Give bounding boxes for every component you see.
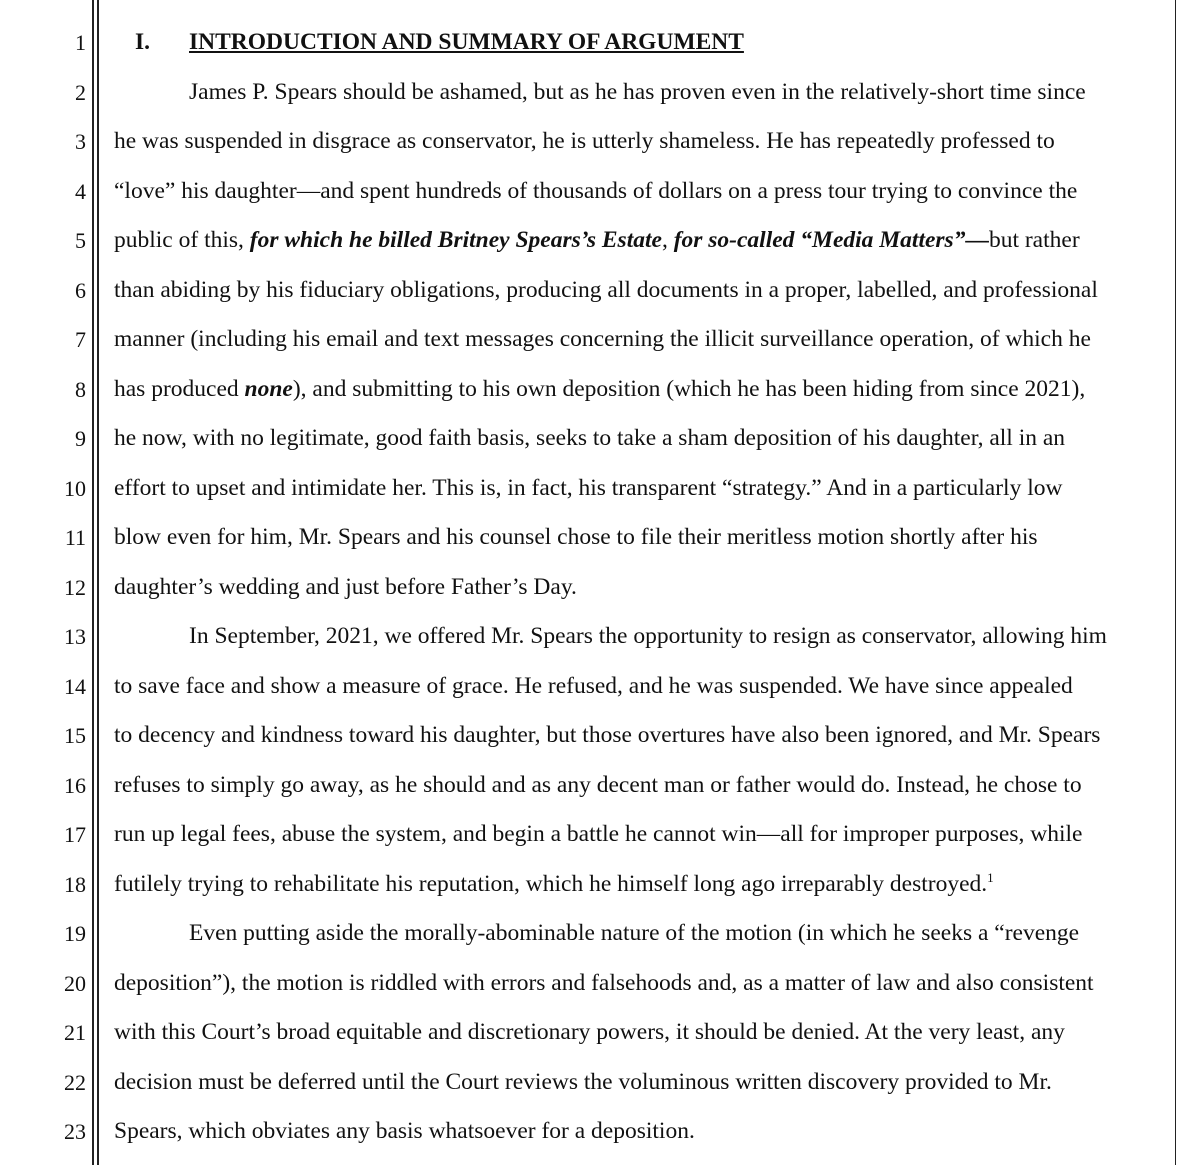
line-number: 22: [64, 1070, 86, 1095]
line-number: 9: [75, 426, 86, 451]
line-number: 23: [64, 1119, 86, 1144]
text-line: to save face and show a measure of grace. He refused, and he was suspended. We have since appealed: [114, 673, 1073, 699]
line-number: 14: [64, 674, 86, 699]
line-number: 3: [75, 129, 86, 154]
line-number: 13: [64, 624, 86, 649]
text-line: he now, with no legitimate, good faith basis, seeks to take a sham deposition of his daughter, all in an: [114, 425, 1066, 451]
emphasis-text: for which he billed Britney Spears’s Estate: [249, 227, 662, 253]
text-line: “love” his daughter—and spent hundreds of thousands of dollars on a press tour trying to convince the: [114, 178, 1078, 204]
line-number: 8: [75, 377, 86, 402]
text-line: refuses to simply go away, as he should and as any decent man or father would do. Instead, he chose to: [114, 772, 1082, 798]
line-number-column: [0, 0, 86, 1165]
text-run: has produced: [114, 376, 245, 402]
text-run: ,: [661, 227, 674, 253]
text-line: run up legal fees, abuse the system, and begin a battle he cannot win—all for improper purposes, while: [114, 821, 1083, 847]
line-number: 1: [75, 30, 86, 55]
line-number: 20: [64, 971, 86, 996]
text-run: but rather: [988, 227, 1080, 253]
line-number: 15: [64, 723, 86, 748]
line-number: 10: [64, 476, 86, 501]
text-line: In September, 2021, we offered Mr. Spears the opportunity to resign as conservator, allowing him: [189, 623, 1107, 649]
line-number: 21: [64, 1020, 86, 1045]
line-number: 18: [64, 872, 86, 897]
text-line: Even putting aside the morally-abominable nature of the motion (in which he seeks a “revenge: [189, 920, 1080, 946]
line-number: 16: [64, 773, 86, 798]
line-number: 5: [75, 228, 86, 253]
text-line: [114, 870, 994, 898]
line-number: 7: [75, 327, 86, 352]
emphasis-text: none: [244, 376, 293, 402]
text-line: deposition”), the motion is riddled with errors and falsehoods and, as a matter of law and also consistent: [114, 970, 1094, 996]
text-line: manner (including his email and text messages concerning the illicit surveillance operation, of which he: [114, 326, 1091, 352]
line-number: 12: [64, 575, 86, 600]
right-margin-rule: [1175, 0, 1176, 1165]
text-line: he was suspended in disgrace as conservator, he is utterly shameless. He has repeatedly professed to: [114, 128, 1055, 154]
text-run: futilely trying to rehabilitate his reputation, which he himself long ago irreparably destroyed.: [114, 871, 988, 897]
text-run: ), and submitting to his own deposition (which he has been hiding from since 2021),: [292, 376, 1086, 402]
emphasis-text: for so-called “Media Matters”—: [673, 227, 989, 253]
left-margin-rule-inner: [97, 0, 99, 1165]
line-number: 19: [64, 921, 86, 946]
text-line: James P. Spears should be ashamed, but as he has proven even in the relatively-short time since: [189, 79, 1086, 105]
text-line: decision must be deferred until the Court reviews the voluminous written discovery provided to Mr.: [114, 1069, 1052, 1095]
text-line: to decency and kindness toward his daughter, but those overtures have also been ignored, and Mr. Spears: [114, 722, 1101, 748]
section-numeral: I.: [135, 29, 151, 55]
text-line: daughter’s wedding and just before Father’s Day.: [114, 574, 577, 600]
text-line: blow even for him, Mr. Spears and his counsel chose to file their meritless motion shortly after his: [114, 524, 1038, 550]
text-line: Spears, which obviates any basis whatsoever for a deposition.: [114, 1118, 695, 1144]
text-line: [114, 226, 1080, 254]
text-line: effort to upset and intimidate her. This is, in fact, his transparent “strategy.” And in a particularly low: [114, 475, 1063, 501]
left-margin-rule: [92, 0, 94, 1165]
line-number: 6: [75, 278, 86, 303]
text-run: public of this,: [114, 227, 250, 253]
line-number: 4: [75, 179, 86, 204]
section-title: INTRODUCTION AND SUMMARY OF ARGUMENT: [189, 29, 744, 55]
line-number: 11: [64, 525, 86, 550]
text-line: than abiding by his fiduciary obligations, producing all documents in a proper, labelled, and professional: [114, 277, 1098, 303]
line-number: 17: [64, 822, 86, 847]
footnote-marker[interactable]: 1: [987, 870, 994, 886]
text-line: [114, 375, 1085, 403]
line-number: 2: [75, 80, 86, 105]
text-line: with this Court’s broad equitable and discretionary powers, it should be denied. At the very least, any: [114, 1019, 1065, 1045]
